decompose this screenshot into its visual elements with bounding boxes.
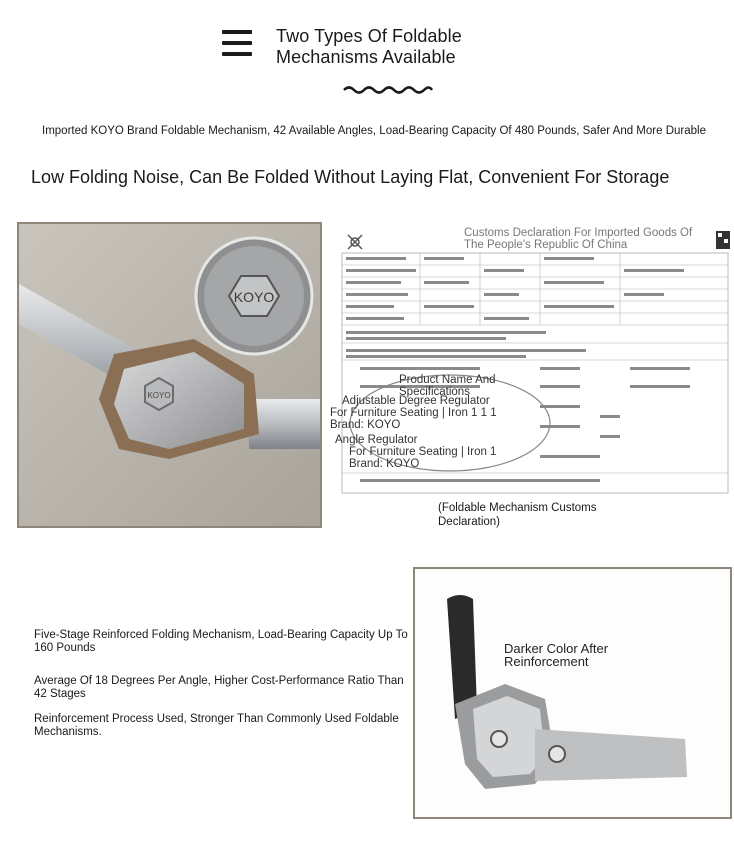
overlay-brand-line-1: Brand: KOYO <box>330 419 401 431</box>
customs-header-line-1: Customs Declaration For Imported Goods Of <box>464 227 693 239</box>
subtitle-large: Low Folding Noise, Can Be Folded Without Laying Flat, Convenient For Storage <box>31 167 670 187</box>
hamburger-bar <box>222 30 252 34</box>
decorative-wave-divider <box>342 84 434 94</box>
title-line-2: Mechanisms Available <box>276 47 456 67</box>
feature-item-3: Reinforcement Process Used, Stronger Than Commonly Used Foldable Mechanisms. <box>34 713 399 738</box>
overlay-item-2 <box>335 434 535 470</box>
title-line-1: Two Types Of Foldable <box>276 26 462 46</box>
overlay-adjustable-line: Adjustable Degree Regulator <box>342 395 490 407</box>
hamburger-menu-icon[interactable] <box>222 30 252 60</box>
subtitle-small: Imported KOYO Brand Foldable Mechanism, 42 Available Angles, Load-Bearing Capacity Of 480 Pounds, Safer And More Durable <box>42 125 706 137</box>
koyo-hinge-illustration <box>19 224 320 526</box>
koyo-logo-small: KOYO <box>147 391 171 400</box>
customs-header <box>464 227 714 251</box>
hamburger-bar <box>222 41 252 45</box>
overlay-product-name-line: Product Name And <box>399 374 496 386</box>
customs-declaration-document <box>330 225 734 495</box>
reinforced-hinge-illustration <box>415 569 730 817</box>
overlay-brand-line-2: Brand: KOYO <box>349 458 420 470</box>
reinforcement-label: Darker Color After Reinforcement <box>504 641 609 669</box>
customs-header-line-2: The People's Republic Of China <box>464 239 628 251</box>
feature-item-2: Average Of 18 Degrees Per Angle, Higher Cost-Performance Ratio Than 42 Stages <box>34 675 404 700</box>
overlay-item-1 <box>330 395 542 431</box>
reinforced-mechanism-photo <box>413 567 732 819</box>
page-title <box>276 26 536 68</box>
koyo-logo-zoom: KOYO <box>233 289 275 305</box>
overlay-angle-regulator-line: Angle Regulator <box>335 434 418 446</box>
koyo-mechanism-photo <box>17 222 322 528</box>
feature-item-1: Five-Stage Reinforced Folding Mechanism, Load-Bearing Capacity Up To 160 Pounds <box>34 629 408 654</box>
customs-caption: (Foldable Mechanism Customs Declaration) <box>438 502 597 528</box>
hamburger-bar <box>222 52 252 56</box>
overlay-furniture-line-2: For Furniture Seating | Iron 1 <box>349 446 497 458</box>
overlay-specifications-line: Specifications <box>399 386 470 398</box>
overlay-furniture-line-1: For Furniture Seating | Iron 1 1 1 <box>330 407 497 419</box>
